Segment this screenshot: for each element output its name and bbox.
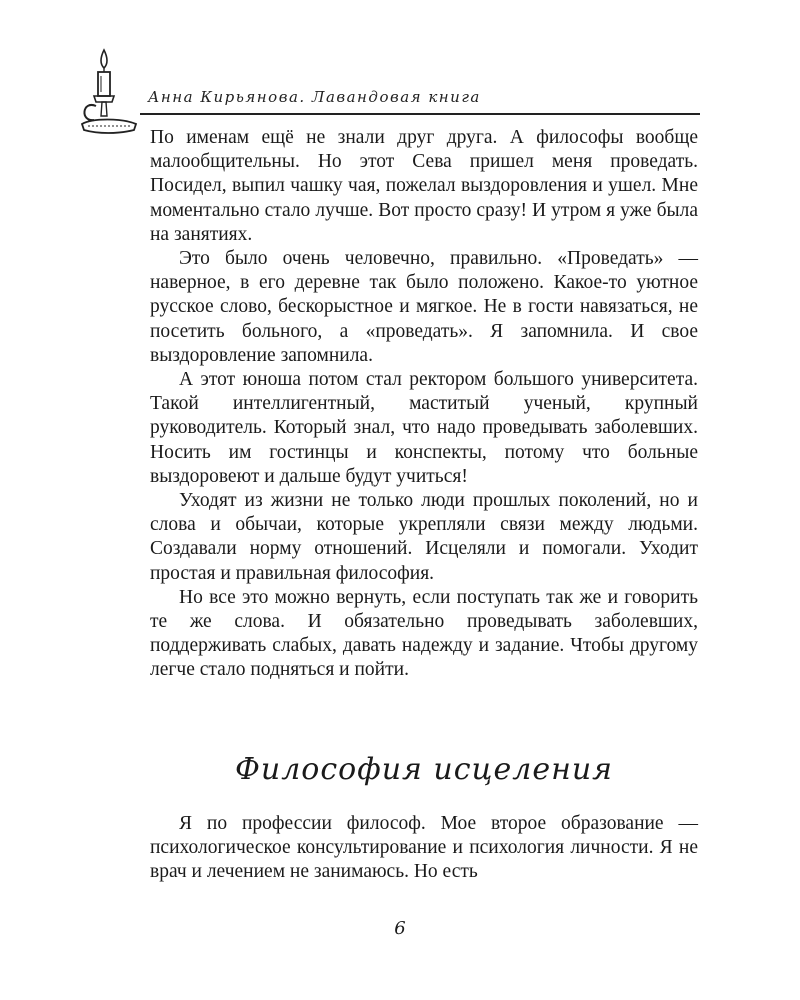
paragraph: Я по профессии философ. Мое второе образование — психологическое консультирование и психология личности. Я не врач и лечением не занимаюсь. Но есть: [150, 813, 698, 883]
paragraph: По именам ещё не знали друг друга. А философы вообще малообщительны. Но этот Сева пришел меня проведать. Посидел, выпил чашку чая, пожелал выздоровления и ушел. Мне моментально стало лучше. Вот просто сразу! И утром я уже была на занятиях.: [150, 127, 698, 245]
body-text: [150, 126, 698, 683]
paragraph: Но все это можно вернуть, если поступать так же и говорить те же слова. И обязательно проведывать заболевших, поддерживать слабых, давать надежду и задание. Чтобы другому легче стало подняться и пойти.: [150, 586, 698, 681]
paragraph: Это было очень человечно, правильно. «Проведать» — наверное, в его деревне так было положено. Какое-то уютное русское слово, бескорыстное и мягкое. Не в гости навязаться, не посетить больного, а «проведать». Я запомнила. И свое выздоровление запомнила.: [150, 248, 698, 366]
running-head: Анна Кирьянова. Лавандовая книга: [148, 88, 481, 106]
paragraph: А этот юноша потом стал ректором большого университета. Такой интеллигентный, маститый ученый, крупный руководитель. Который знал, что надо проведывать заболевших. Носить им гостинцы и конспекты, потому что больные выздоровеют и дальше будут учиться!: [150, 369, 698, 487]
section-text: [150, 812, 698, 885]
paragraph: Уходят из жизни не только люди прошлых поколений, но и слова и обычаи, которые укрепляли связи между людьми. Создавали норму отношений. Исцеляли и помогали. Уходит простая и правильная философия.: [150, 490, 698, 584]
header-rule: [140, 113, 700, 115]
page-number: 6: [394, 918, 406, 939]
section-heading: Философия исцеления: [234, 752, 614, 787]
candle-icon: [72, 44, 144, 140]
